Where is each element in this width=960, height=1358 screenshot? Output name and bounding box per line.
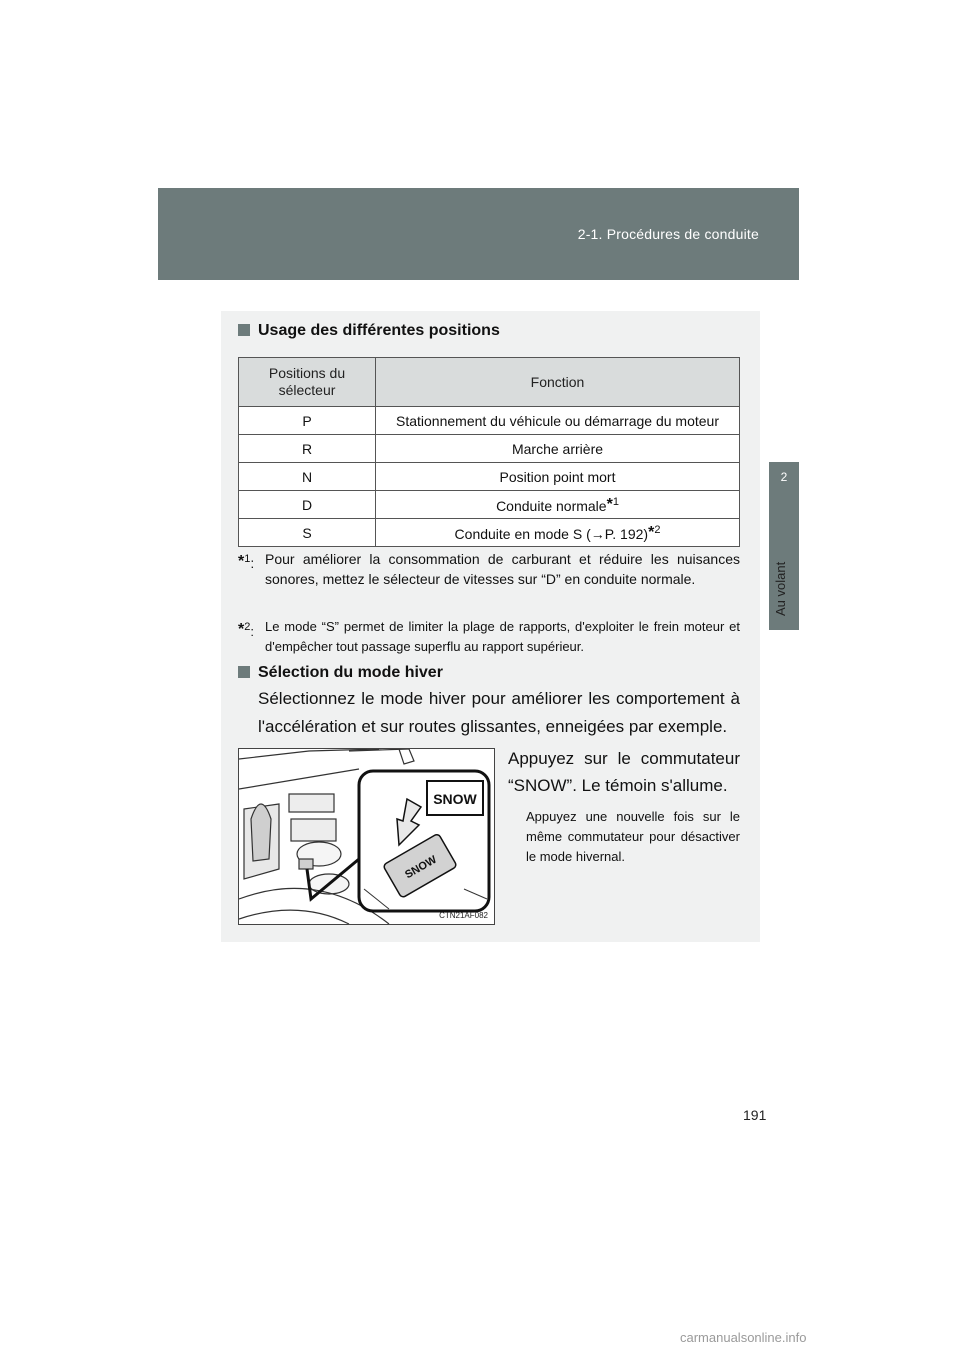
table-header-row <box>239 358 740 407</box>
chapter-number: 2 <box>780 470 788 484</box>
table-cell-function <box>376 463 740 491</box>
watermark: carmanualsonline.info <box>680 1330 807 1345</box>
function-text: Marche arrière <box>511 440 604 457</box>
footnote-ref: *1 <box>606 495 619 513</box>
footnote-2 <box>238 617 740 657</box>
illustration-code: CTN21AF082 <box>439 911 488 920</box>
section-title: 2-1. Procédures de conduite <box>577 226 759 242</box>
page-number: 191 <box>743 1107 767 1123</box>
table-row <box>239 491 740 519</box>
footnote-ref-number: 1 <box>612 495 619 508</box>
function-text: Conduite en mode S (→P. 192) <box>454 525 649 542</box>
snow-heading-text: Sélection du mode hiver <box>258 664 443 681</box>
positions-heading-text: Usage des différentes positions <box>258 322 500 339</box>
table-row <box>239 463 740 491</box>
footnote-ref: *2 <box>648 523 661 541</box>
square-bullet-icon <box>238 666 250 678</box>
footnote-text: Pour améliorer la consommation de carburant et réduire les nuisances sonores, mettez le sélecteur de vitesses sur “D” en conduite normale. <box>265 551 740 587</box>
snow-button-label: SNOW <box>403 853 439 882</box>
snow-indicator-label: SNOW <box>433 791 477 807</box>
table-header-function: Fonction <box>376 358 740 407</box>
footnote-mark-number: 1 <box>244 553 251 565</box>
content-panel <box>221 311 760 942</box>
table-cell-function <box>376 407 740 435</box>
selector-positions-table <box>238 357 740 547</box>
function-text: Position point mort <box>499 468 616 485</box>
function-text: Stationnement du véhicule ou démarrage du moteur <box>396 412 719 429</box>
footnote-ref-number: 2 <box>654 523 661 536</box>
snow-switch-illustration <box>238 748 495 925</box>
footnote-mark: $^{*1}$: <box>238 553 255 571</box>
snow-intro: Sélectionnez le mode hiver pour améliorer les comportement à l'accélération et sur routes glissantes, enneigées par exemple. <box>258 689 740 736</box>
table-cell-function <box>376 435 740 463</box>
table-row <box>239 407 740 435</box>
chapter-label: Au volant <box>773 561 788 616</box>
footnote-mark: $^{*2}$: <box>238 621 254 639</box>
table-cell-position: R <box>239 435 376 463</box>
footnote-1 <box>238 549 740 589</box>
function-text: Conduite normale <box>496 497 607 514</box>
snow-instruction: Appuyez sur le commutateur “SNOW”. Le témoin s'allume. <box>508 749 740 795</box>
table-cell-position: D <box>239 491 376 519</box>
positions-heading <box>238 322 500 340</box>
square-bullet-icon <box>238 324 250 336</box>
table-cell-position: S <box>239 519 376 547</box>
table-cell-function <box>376 491 740 519</box>
footnote-text: Le mode “S” permet de limiter la plage de rapports, d'exploiter le frein moteur et d'empêcher tout passage superflu au rapport supérieur. <box>265 619 740 654</box>
header-bar <box>158 188 799 280</box>
footnote-mark-number: 2 <box>244 621 251 633</box>
snow-heading <box>238 664 443 682</box>
table-cell-position: N <box>239 463 376 491</box>
table-row <box>239 435 740 463</box>
table-header-positions: Positions du sélecteur <box>239 358 376 407</box>
table-cell-function <box>376 519 740 547</box>
table-cell-position: P <box>239 407 376 435</box>
table-row <box>239 519 740 547</box>
console-drawing <box>239 749 494 924</box>
snow-sub-instruction: Appuyez une nouvelle fois sur le même commutateur pour désactiver le mode hivernal. <box>526 809 740 864</box>
